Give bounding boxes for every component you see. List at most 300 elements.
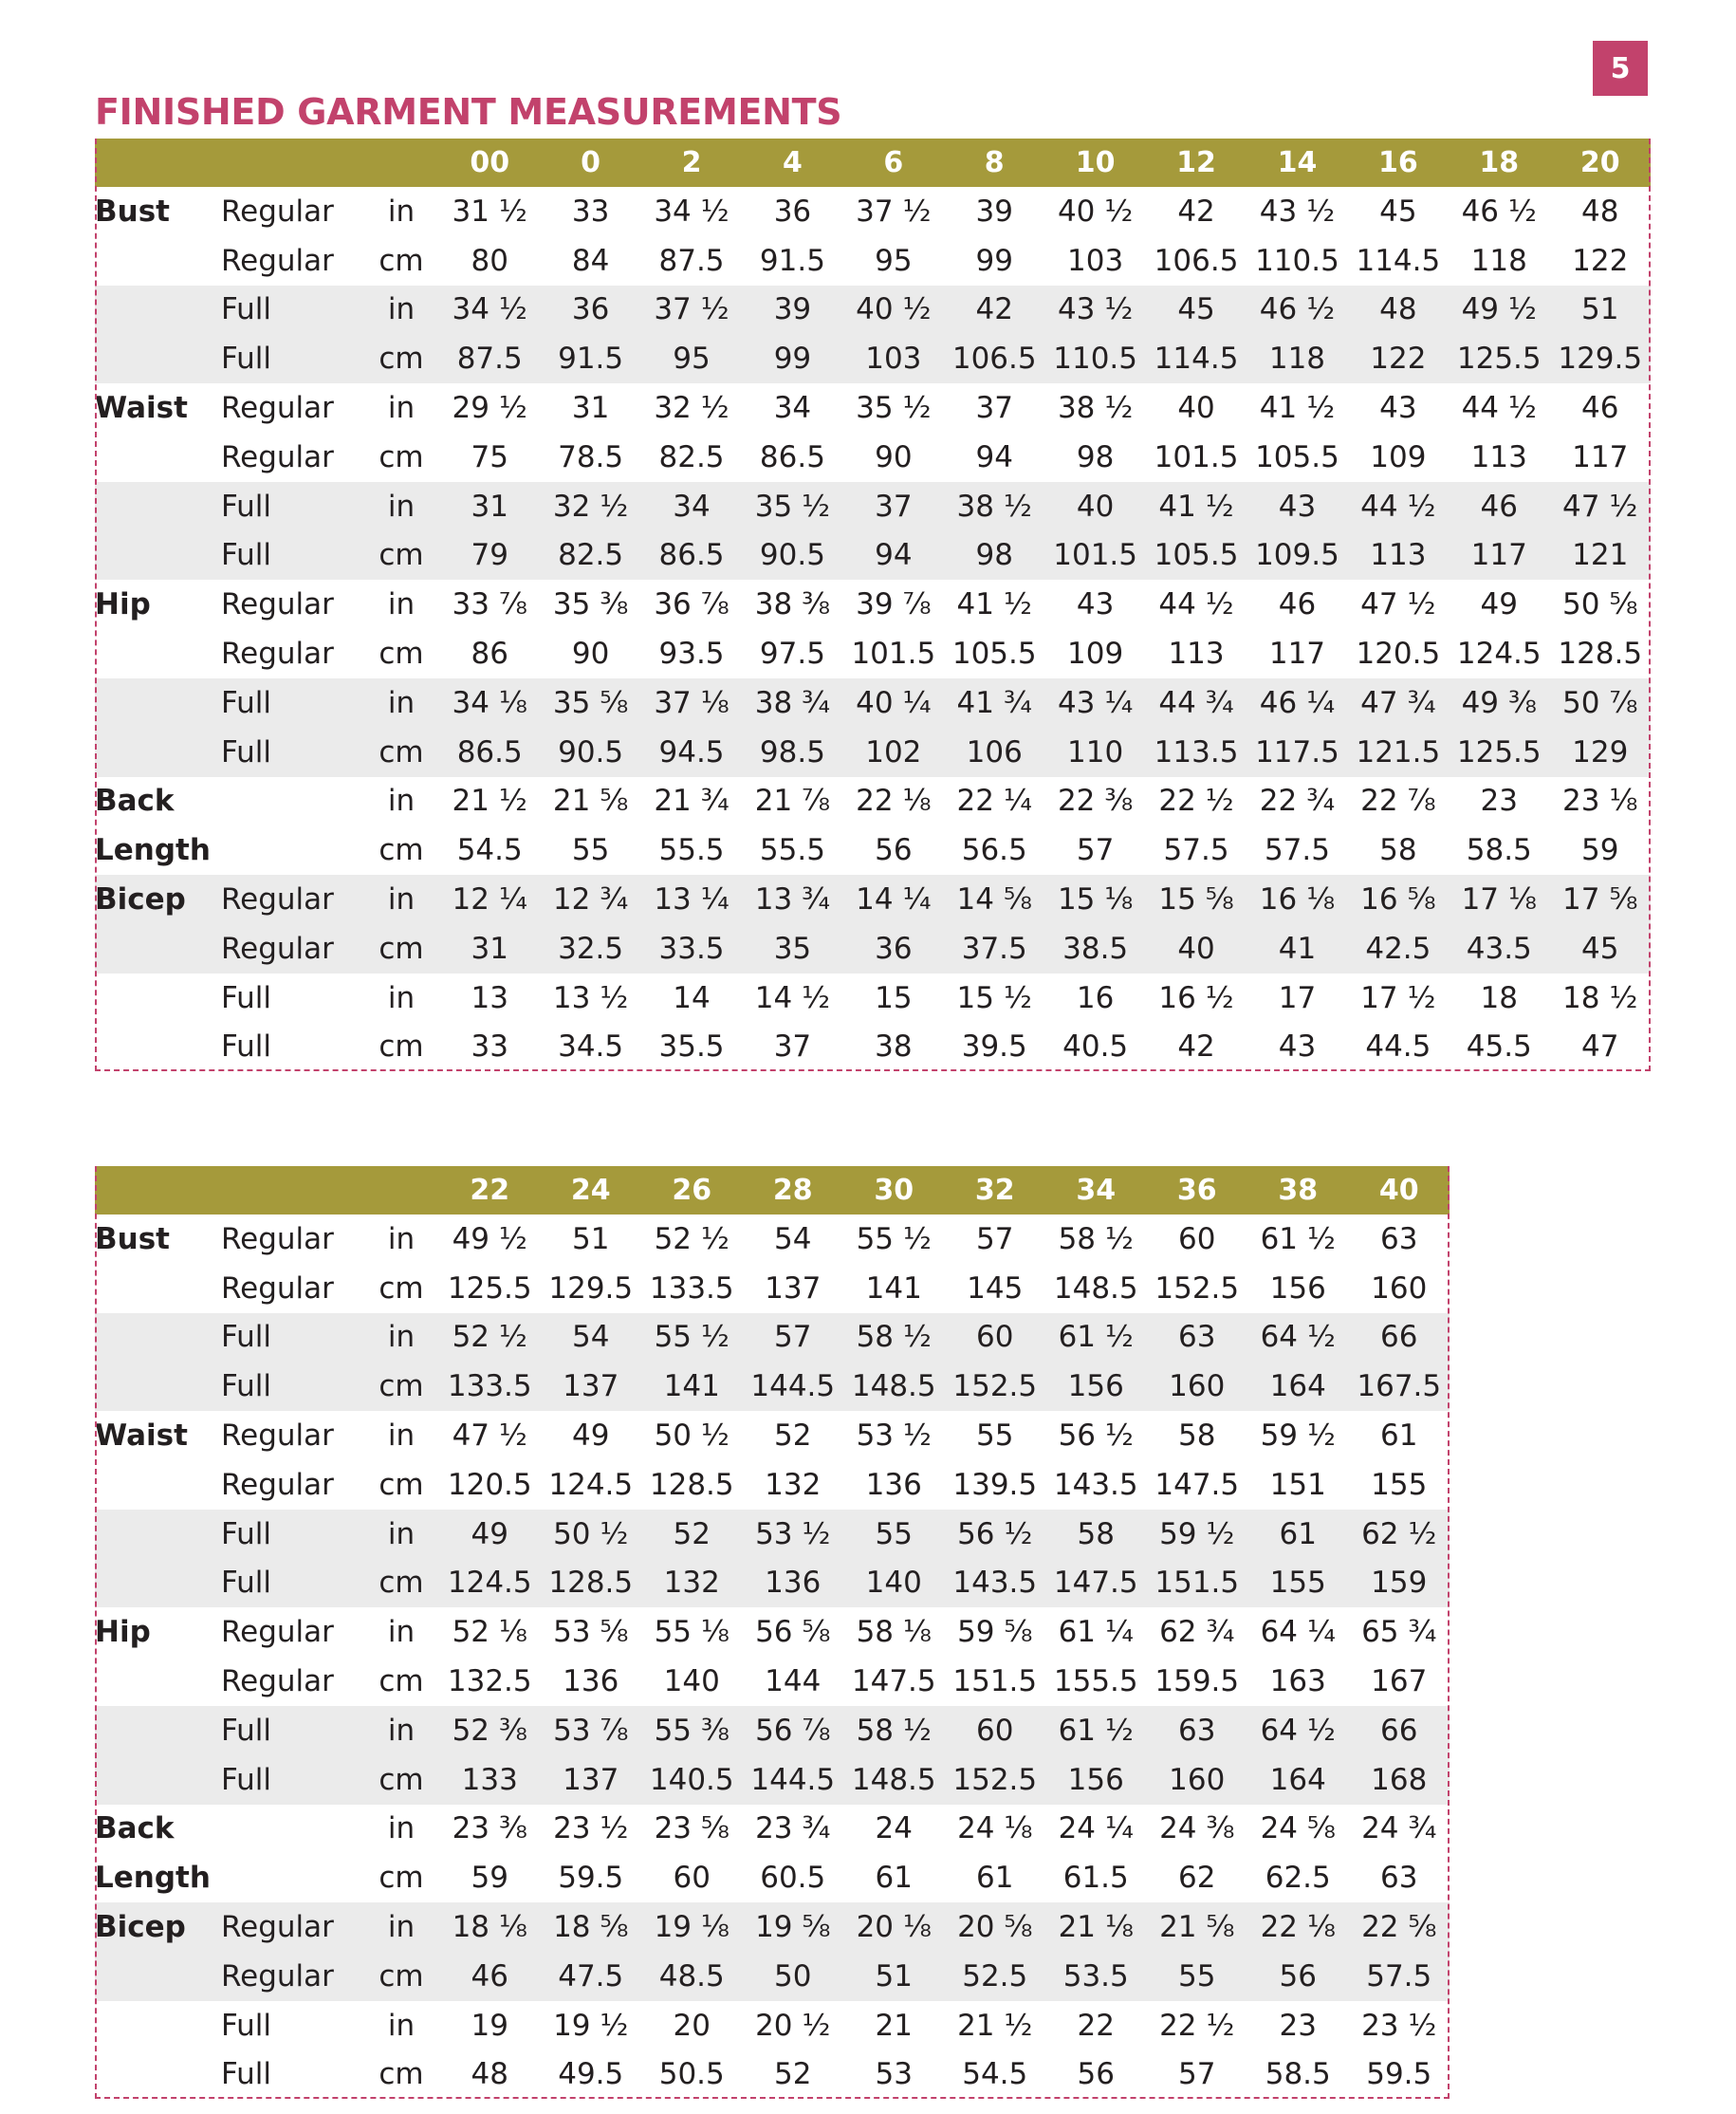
measurement-value: 35 ½	[754, 489, 831, 524]
measurement-value: 35.5	[658, 1029, 725, 1065]
unit-label: cm	[379, 1369, 424, 1404]
measurement-value: 50 ½	[553, 1516, 629, 1551]
measurement-value: 41 ½	[1158, 489, 1234, 524]
measurement-value: 147.5	[851, 1664, 936, 1699]
measurement-value: 17 ⅝	[1562, 882, 1638, 918]
measurement-value: 91.5	[759, 243, 825, 278]
measurement-value: 53 ⅞	[553, 1713, 629, 1748]
measurement-value: 103	[1067, 243, 1124, 278]
size-header-22: 22	[470, 1174, 510, 1207]
fit-label: Regular	[221, 637, 334, 672]
measurement-value: 128.5	[649, 1467, 734, 1502]
measurement-value: 45	[1379, 194, 1417, 229]
measurement-value: 160	[1371, 1270, 1428, 1306]
measurement-value: 53.5	[1062, 1958, 1129, 1993]
fit-label: Regular	[221, 1664, 334, 1699]
measurement-value: 32 ½	[654, 391, 729, 426]
table-row	[95, 187, 1651, 236]
measurement-value: 61 ¼	[1058, 1615, 1134, 1650]
table-row	[95, 974, 1651, 1023]
measurement-value: 47.5	[558, 1958, 624, 1993]
measurement-value: 55 ⅜	[654, 1713, 729, 1748]
table-row	[95, 1805, 1450, 1854]
measurement-value: 140.5	[649, 1762, 734, 1797]
measurement-value: 49	[1480, 587, 1518, 622]
unit-label: cm	[379, 1029, 424, 1065]
header-blank	[221, 1166, 363, 1215]
table-row	[95, 1952, 1450, 2001]
measurement-value: 16	[1076, 980, 1115, 1015]
measurement-name	[95, 286, 221, 335]
measurement-value: 106	[966, 734, 1023, 770]
measurement-value: 94	[975, 439, 1013, 474]
measurement-value: 55	[875, 1516, 913, 1551]
fit-label: Full	[221, 2057, 272, 2092]
measurement-value: 15 ⅛	[1057, 882, 1134, 918]
measurement-value: 15 ⅝	[1158, 882, 1234, 918]
measurement-value: 55 ½	[856, 1221, 932, 1256]
table-row	[95, 629, 1651, 678]
measurement-name	[95, 2001, 221, 2050]
measurement-value: 54	[774, 1221, 812, 1256]
measurement-name: Bicep	[95, 882, 186, 918]
measurement-value: 47 ½	[1360, 587, 1436, 622]
measurement-value: 57	[976, 1221, 1014, 1256]
measurement-value: 62 ¾	[1159, 1615, 1235, 1650]
measurement-value: 121.5	[1356, 734, 1441, 770]
measurement-value: 38 ½	[956, 489, 1032, 524]
measurement-value: 55.5	[759, 833, 825, 868]
fit-label: Regular	[221, 1270, 334, 1306]
measurement-value: 55 ½	[654, 1320, 729, 1355]
measurement-value: 129	[1572, 734, 1629, 770]
measurement-value: 110	[1067, 734, 1124, 770]
measurement-value: 40.5	[1062, 1029, 1129, 1065]
measurement-value: 129.5	[1558, 342, 1643, 377]
table-row	[95, 1362, 1450, 1411]
unit-label: in	[387, 391, 416, 426]
measurement-value: 79	[471, 538, 508, 573]
table-row	[95, 1607, 1450, 1657]
size-header-32: 32	[974, 1174, 1015, 1207]
unit-label: cm	[379, 1270, 424, 1306]
measurement-value: 159	[1371, 1566, 1428, 1601]
measurement-value: 49.5	[558, 2057, 624, 2092]
measurement-value: 90.5	[759, 538, 825, 573]
measurement-value: 35 ½	[856, 391, 932, 426]
measurement-value: 152.5	[952, 1762, 1038, 1797]
measurement-value: 41 ½	[1259, 391, 1336, 426]
measurement-value: 43 ½	[1057, 292, 1134, 327]
measurement-value: 48	[1581, 194, 1619, 229]
measurement-value: 21 ½	[957, 2008, 1033, 2043]
measurement-value: 141	[865, 1270, 922, 1306]
measurement-name	[95, 1510, 221, 1559]
measurement-value: 63	[1380, 1221, 1418, 1256]
fit-label: Regular	[221, 587, 334, 622]
unit-label: in	[387, 194, 416, 229]
measurement-value: 62.5	[1265, 1861, 1331, 1896]
measurement-value: 41 ¾	[956, 685, 1032, 720]
measurement-value: 35	[773, 931, 812, 966]
measurement-value: 118	[1470, 243, 1527, 278]
measurement-value: 155	[1371, 1467, 1428, 1502]
measurement-value: 133	[461, 1762, 518, 1797]
measurement-value: 60	[976, 1320, 1014, 1355]
measurement-name: Length	[95, 833, 211, 868]
measurement-value: 117	[1572, 439, 1629, 474]
measurement-value: 58 ½	[1058, 1221, 1134, 1256]
fit-label	[221, 1853, 363, 1902]
measurement-value: 137	[765, 1270, 822, 1306]
measurement-value: 52	[673, 1516, 711, 1551]
measurement-value: 34 ⅛	[452, 685, 527, 720]
table-row	[95, 1706, 1450, 1755]
size-header-20: 20	[1579, 146, 1620, 179]
header-blank	[363, 139, 439, 187]
measurement-value: 46	[1480, 489, 1518, 524]
measurement-value: 42.5	[1365, 931, 1431, 966]
measurement-value: 20	[673, 2008, 711, 2043]
measurement-value: 52	[774, 2057, 812, 2092]
measurement-value: 84	[571, 243, 610, 278]
measurement-value: 160	[1169, 1369, 1226, 1404]
measurement-value: 24 ⅝	[1260, 1811, 1336, 1846]
measurement-value: 59 ½	[1159, 1516, 1235, 1551]
measurement-value: 50 ⅝	[1562, 587, 1638, 622]
header-blank	[221, 139, 363, 187]
measurement-value: 55	[976, 1419, 1014, 1454]
measurement-value: 46	[471, 1958, 508, 1993]
measurement-value: 43	[1278, 1029, 1317, 1065]
measurement-value: 40 ½	[1057, 194, 1134, 229]
fit-label: Full	[221, 2008, 272, 2043]
measurement-value: 36	[571, 292, 610, 327]
measurement-name	[95, 678, 221, 728]
unit-label: in	[387, 1615, 416, 1650]
measurement-value: 21 ⅛	[1058, 1910, 1134, 1945]
measurement-value: 31	[571, 391, 610, 426]
measurement-value: 60	[673, 1861, 711, 1896]
measurement-name	[95, 1706, 221, 1755]
measurement-value: 152.5	[952, 1369, 1038, 1404]
fit-label: Regular	[221, 1419, 334, 1454]
table-row	[95, 433, 1651, 482]
measurement-value: 22 ½	[1158, 784, 1234, 819]
measurement-value: 55 ⅛	[654, 1615, 729, 1650]
measurement-value: 113	[1470, 439, 1527, 474]
measurement-value: 21 ⅝	[1159, 1910, 1235, 1945]
measurement-value: 55.5	[658, 833, 725, 868]
measurement-value: 144.5	[750, 1762, 836, 1797]
unit-label: cm	[379, 1861, 424, 1896]
measurement-value: 58	[1178, 1419, 1216, 1454]
measurement-value: 59	[471, 1861, 508, 1896]
measurement-value: 23 ¾	[755, 1811, 831, 1846]
measurement-value: 12 ¾	[552, 882, 629, 918]
measurement-value: 86.5	[456, 734, 523, 770]
measurement-name	[95, 1559, 221, 1608]
unit-label: cm	[379, 538, 424, 573]
measurement-value: 22 ⅝	[1361, 1910, 1437, 1945]
fit-label: Full	[221, 980, 272, 1015]
measurement-value: 147.5	[1154, 1467, 1240, 1502]
measurement-value: 19	[471, 2008, 508, 2043]
unit-label: cm	[379, 2057, 424, 2092]
table-row	[95, 1657, 1450, 1706]
size-header-row	[95, 1166, 1450, 1215]
measurement-value: 91.5	[558, 342, 624, 377]
measurement-value: 45	[1581, 931, 1619, 966]
measurement-value: 23 ⅜	[452, 1811, 527, 1846]
unit-label: in	[387, 292, 416, 327]
measurement-value: 21 ⅝	[552, 784, 629, 819]
measurement-value: 98.5	[759, 734, 825, 770]
measurement-value: 22 ¼	[956, 784, 1032, 819]
measurement-value: 32.5	[558, 931, 624, 966]
measurement-value: 31 ½	[452, 194, 527, 229]
measurement-value: 114.5	[1356, 243, 1441, 278]
measurement-value: 117	[1268, 637, 1326, 672]
measurement-value: 43.5	[1466, 931, 1532, 966]
measurement-value: 50 ⅞	[1562, 685, 1638, 720]
measurement-value: 168	[1371, 1762, 1428, 1797]
size-header-14: 14	[1277, 146, 1318, 179]
measurement-value: 93.5	[658, 637, 725, 672]
measurement-value: 23	[1279, 2008, 1317, 2043]
measurement-value: 31	[471, 489, 508, 524]
measurement-value: 60	[1178, 1221, 1216, 1256]
measurement-value: 20 ⅝	[957, 1910, 1033, 1945]
measurement-value: 156	[1067, 1369, 1124, 1404]
measurement-value: 125.5	[1456, 342, 1542, 377]
measurement-value: 52.5	[962, 1958, 1028, 1993]
fit-label: Regular	[221, 1221, 334, 1256]
unit-label: in	[387, 685, 416, 720]
measurement-value: 87.5	[658, 243, 725, 278]
size-header-00: 00	[470, 146, 510, 179]
table-row	[95, 383, 1651, 433]
fit-label: Regular	[221, 1958, 334, 1993]
measurement-value: 132	[765, 1467, 822, 1502]
measurement-value: 148.5	[1053, 1270, 1138, 1306]
measurement-value: 52 ⅜	[452, 1713, 527, 1748]
measurement-value: 24 ¾	[1361, 1811, 1437, 1846]
measurement-value: 21 ½	[452, 784, 527, 819]
table-row	[95, 678, 1651, 728]
measurement-name	[95, 236, 221, 286]
unit-label: in	[387, 587, 416, 622]
measurement-value: 41	[1278, 931, 1317, 966]
measurement-value: 39.5	[961, 1029, 1027, 1065]
measurement-value: 33	[471, 1029, 508, 1065]
fit-label: Full	[221, 489, 272, 524]
table-row	[95, 1853, 1450, 1902]
measurement-value: 34	[773, 391, 812, 426]
measurement-value: 50 ½	[654, 1419, 729, 1454]
table-row	[95, 531, 1651, 581]
measurement-value: 113	[1168, 637, 1225, 672]
fit-label: Full	[221, 1516, 272, 1551]
fit-label: Regular	[221, 882, 334, 918]
measurement-value: 141	[663, 1369, 720, 1404]
measurement-value: 61 ½	[1260, 1221, 1336, 1256]
measurement-value: 56 ⅞	[755, 1713, 831, 1748]
measurement-value: 57	[1076, 833, 1115, 868]
measurement-value: 58 ½	[856, 1713, 932, 1748]
measurement-value: 151.5	[1154, 1566, 1240, 1601]
header-blank	[95, 139, 221, 187]
measurement-value: 151	[1269, 1467, 1326, 1502]
measurement-value: 58.5	[1265, 2057, 1331, 2092]
measurement-value: 43	[1076, 587, 1115, 622]
measurement-value: 148.5	[851, 1369, 936, 1404]
measurement-value: 143.5	[1053, 1467, 1138, 1502]
measurement-value: 37 ⅛	[654, 685, 729, 720]
measurement-value: 42	[975, 292, 1013, 327]
measurement-value: 16 ⅛	[1259, 882, 1336, 918]
measurement-value: 12 ¼	[452, 882, 527, 918]
measurement-value: 37.5	[961, 931, 1027, 966]
measurement-value: 128.5	[548, 1566, 634, 1601]
measurement-value: 125.5	[447, 1270, 532, 1306]
measurement-value: 147.5	[1053, 1566, 1138, 1601]
measurement-value: 22 ⅞	[1360, 784, 1436, 819]
unit-label: cm	[379, 1664, 424, 1699]
measurement-value: 38.5	[1062, 931, 1129, 966]
measurement-value: 23 ½	[553, 1811, 629, 1846]
measurement-name	[95, 974, 221, 1023]
size-header-36: 36	[1176, 1174, 1217, 1207]
table-row	[95, 825, 1651, 875]
measurement-value: 121	[1572, 538, 1629, 573]
table-row	[95, 1755, 1450, 1805]
measurement-value: 24 ¼	[1058, 1811, 1134, 1846]
measurement-value: 22	[1077, 2008, 1115, 2043]
measurement-value: 54.5	[962, 2057, 1028, 2092]
measurement-value: 65 ¾	[1361, 1615, 1437, 1650]
size-header-34: 34	[1076, 1174, 1117, 1207]
size-header-38: 38	[1278, 1174, 1319, 1207]
measurement-value: 57.5	[1163, 833, 1229, 868]
measurement-value: 43	[1379, 391, 1417, 426]
measurement-value: 17	[1278, 980, 1317, 1015]
measurement-value: 44 ¾	[1158, 685, 1234, 720]
measurement-value: 60.5	[760, 1861, 826, 1896]
measurement-name	[95, 531, 221, 581]
measurement-name	[95, 1952, 221, 2001]
measurement-value: 18 ⅛	[452, 1910, 527, 1945]
measurement-value: 53 ⅝	[553, 1615, 629, 1650]
measurement-value: 50.5	[658, 2057, 725, 2092]
measurement-value: 57.5	[1366, 1958, 1432, 1993]
measurement-value: 90	[875, 439, 913, 474]
measurement-value: 61 ½	[1058, 1320, 1134, 1355]
measurement-value: 99	[975, 243, 1013, 278]
measurement-value: 95	[875, 243, 913, 278]
measurement-value: 46	[1278, 587, 1317, 622]
measurement-value: 23 ½	[1361, 2008, 1437, 2043]
measurement-value: 39	[975, 194, 1013, 229]
fit-label: Full	[221, 1029, 272, 1065]
measurement-value: 132	[663, 1566, 720, 1601]
measurement-value: 52 ½	[452, 1320, 527, 1355]
measurement-value: 48	[1379, 292, 1417, 327]
measurement-value: 105.5	[951, 637, 1037, 672]
measurement-name	[95, 629, 221, 678]
measurement-value: 125.5	[1456, 734, 1542, 770]
measurement-value: 37 ½	[856, 194, 932, 229]
measurement-value: 117.5	[1255, 734, 1339, 770]
measurement-value: 160	[1169, 1762, 1226, 1797]
size-header-12: 12	[1176, 146, 1216, 179]
measurement-value: 101.5	[851, 637, 936, 672]
measurement-value: 61	[1279, 1516, 1317, 1551]
measurements-table-sizes-22-40	[95, 1166, 1450, 2099]
measurement-name	[95, 433, 221, 482]
measurement-value: 152.5	[1154, 1270, 1240, 1306]
measurement-value: 53 ½	[856, 1419, 932, 1454]
measurement-name	[95, 482, 221, 531]
measurement-value: 41 ½	[956, 587, 1032, 622]
measurement-value: 44 ½	[1158, 587, 1234, 622]
fit-label: Full	[221, 1713, 272, 1748]
measurement-value: 40	[1177, 391, 1215, 426]
measurement-value: 29 ½	[452, 391, 527, 426]
measurement-value: 51	[572, 1221, 610, 1256]
measurement-value: 82.5	[658, 439, 725, 474]
table-row	[95, 777, 1651, 826]
measurement-value: 47	[1581, 1029, 1619, 1065]
measurement-value: 43 ½	[1259, 194, 1336, 229]
measurement-value: 101.5	[1154, 439, 1239, 474]
measurement-value: 62 ½	[1361, 1516, 1437, 1551]
measurement-value: 48	[471, 2057, 508, 2092]
table-row	[95, 924, 1651, 974]
measurement-value: 39	[773, 292, 812, 327]
measurement-name	[95, 1755, 221, 1805]
unit-label: cm	[379, 1762, 424, 1797]
measurement-value: 61	[976, 1861, 1014, 1896]
table-row	[95, 2050, 1450, 2100]
measurement-value: 46	[1581, 391, 1619, 426]
measurement-name	[95, 1657, 221, 1706]
size-header-26: 26	[672, 1174, 712, 1207]
table-row	[95, 1510, 1450, 1559]
measurement-value: 34.5	[558, 1029, 624, 1065]
measurement-value: 63	[1178, 1713, 1216, 1748]
measurement-value: 97.5	[759, 637, 825, 672]
measurement-value: 144	[765, 1664, 822, 1699]
measurement-value: 33	[571, 194, 610, 229]
measurement-value: 19 ⅝	[755, 1910, 831, 1945]
measurement-value: 36	[875, 931, 913, 966]
measurement-value: 140	[865, 1566, 922, 1601]
unit-label: in	[387, 980, 416, 1015]
unit-label: in	[387, 882, 416, 918]
measurement-name	[95, 1362, 221, 1411]
measurement-value: 59.5	[558, 1861, 624, 1896]
measurement-value: 38	[875, 1029, 913, 1065]
measurement-value: 56.5	[961, 833, 1027, 868]
measurement-name	[95, 2050, 221, 2100]
fit-label: Regular	[221, 391, 334, 426]
measurement-value: 167.5	[1357, 1369, 1442, 1404]
measurement-value: 22 ¾	[1259, 784, 1336, 819]
measurement-name: Waist	[95, 391, 188, 426]
unit-label: cm	[379, 637, 424, 672]
unit-label: cm	[379, 1566, 424, 1601]
